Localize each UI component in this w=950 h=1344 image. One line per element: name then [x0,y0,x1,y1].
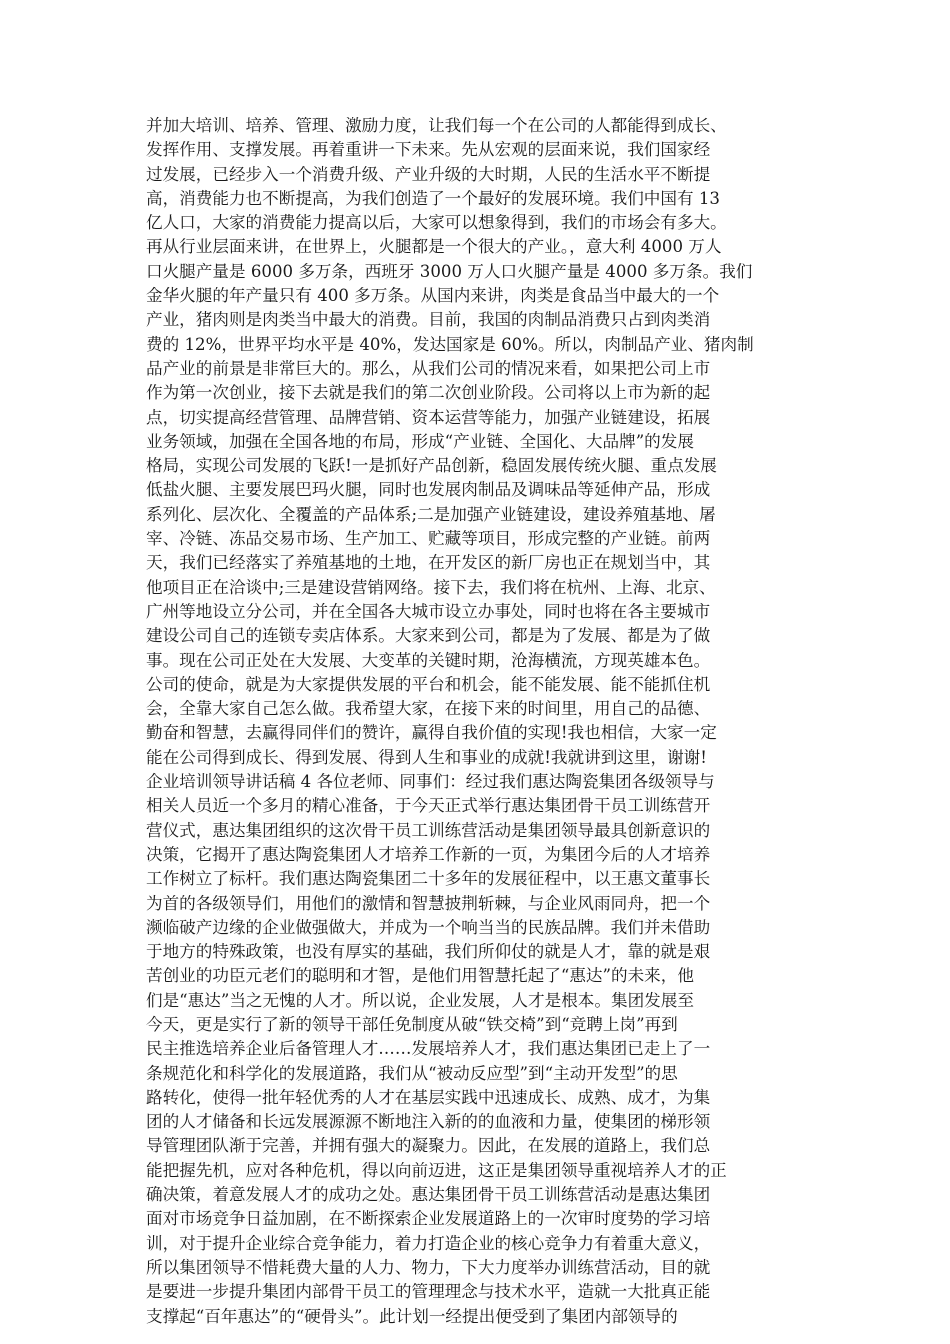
text-line: 再从行业层面来讲，在世界上，火腿都是一个很大的产业。，意大利 4000 万人 [146,237,722,257]
text-line: 公司的使命，就是为大家提供发展的平台和机会，能不能发展、能不能抓住机 [146,674,711,694]
text-line: 业务领域，加强在全国各地的布局，形成“产业链、全国化、大品牌”的发展 [146,431,694,451]
text-line: 作为第一次创业，接下去就是我们的第二次创业阶段。公司将以上市为新的起 [146,383,711,403]
text-line: 导管理团队渐于完善，并拥有强大的凝聚力。因此，在发展的道路上，我们总 [146,1136,711,1156]
text-line: 苦创业的功臣元老们的聪明和才智，是他们用智慧托起了“惠达”的未来，他 [146,966,694,986]
text-line: 建设公司自己的连锁专卖店体系。大家来到公司，都是为了发展、都是为了做 [146,626,711,646]
text-line: 企业培训领导讲话稿 4 各位老师、同事们：经过我们惠达陶瓷集团各级领导与 [146,772,715,792]
text-line: 亿人口，大家的消费能力提高以后，大家可以想象得到，我们的市场会有多大。 [146,213,727,233]
text-line: 训，对于提升企业综合竞争能力，着力打造企业的核心竞争力有着重大意义， [146,1233,711,1253]
text-line: 费的 12%，世界平均水平是 40%，发达国家是 60%。所以，肉制品产业、猪肉制 [146,334,754,354]
text-line: 高，消费能力也不断提高，为我们创造了一个最好的发展环境。我们中国有 13 [146,188,720,208]
text-line: 营仪式，惠达集团组织的这次骨干员工训练营活动是集团领导最具创新意识的 [146,820,711,840]
text-line: 民主推选培养企业后备管理人才……发展培养人才，我们惠达集团已走上了一 [146,1039,711,1059]
text-line: 系列化、层次化、全覆盖的产品体系;二是加强产业链建设，建设养殖基地、屠 [146,504,716,524]
text-line: 支撑起“百年惠达”的“硬骨头”。此计划一经提出便受到了集团内部领导的 [146,1306,678,1326]
text-line: 产业，猪肉则是肉类当中最大的消费。目前，我国的肉制品消费只占到肉类消 [146,310,711,330]
text-line: 是要进一步提升集团内部骨干员工的管理理念与技术水平，造就一大批真正能 [146,1282,711,1302]
text-line: 们是“惠达”当之无愧的人才。所以说，企业发展，人才是根本。集团发展至 [146,990,694,1010]
text-line: 事。现在公司正处在大发展、大变革的关键时期，沧海横流，方现英雄本色。 [146,650,711,670]
text-line: 于地方的特殊政策，也没有厚实的基础，我们所仰仗的就是人才，靠的就是艰 [146,942,711,962]
text-line: 濒临破产边缘的企业做强做大，并成为一个响当当的民族品牌。我们并未借助 [146,917,711,937]
text-line: 金华火腿的年产量只有 400 多万条。从国内来讲，肉类是食品当中最大的一个 [146,286,720,306]
text-line: 路转化，使得一批年轻优秀的人才在基层实践中迅速成长、成熟、成才，为集 [146,1087,711,1107]
text-line: 会，全靠大家自己怎么做。我希望大家，在接下来的时间里，用自己的品德、 [146,699,711,719]
text-line: 团的人才储备和长远发展源源不断地注入新的的血液和力量，使集团的梯形领 [146,1112,711,1132]
text-line: 低盐火腿、主要发展巴玛火腿，同时也发展肉制品及调味品等延伸产品，形成 [146,480,711,500]
text-line: 工作树立了标杆。我们惠达陶瓷集团二十多年的发展征程中，以王惠文董事长 [146,869,711,889]
text-line: 条规范化和科学化的发展道路，我们从“被动反应型”到“主动开发型”的思 [146,1063,678,1083]
text-line: 面对市场竞争日益加剧，在不断探索企业发展道路上的一次审时度势的学习培 [146,1209,711,1229]
text-line: 确决策，着意发展人才的成功之处。惠达集团骨干员工训练营活动是惠达集团 [146,1185,711,1205]
text-line: 点，切实提高经营管理、品牌营销、资本运营等能力，加强产业链建设，拓展 [146,407,711,427]
text-line: 勤奋和智慧，去赢得同伴们的赞许，赢得自我价值的实现!我也相信，大家一定 [146,723,717,743]
text-line: 能把握先机，应对各种危机，得以向前迈进，这正是集团领导重视培养人才的正 [146,1160,727,1180]
text-line: 宰、冷链、冻品交易市场、生产加工、贮藏等项目，形成完整的产业链。前两 [146,529,711,549]
text-line: 今天，更是实行了新的领导干部任免制度从破“铁交椅”到“竞聘上岗”再到 [146,1014,678,1034]
text-line: 他项目正在洽谈中;三是建设营销网络。接下去，我们将在杭州、上海、北京、 [146,577,716,597]
text-line: 天，我们已经落实了养殖基地的土地，在开发区的新厂房也正在规划当中，其 [146,553,711,573]
text-line: 能在公司得到成长、得到发展、得到人生和事业的成就!我就讲到这里，谢谢! [146,747,707,767]
text-line: 发挥作用、支撑发展。再着重讲一下未来。先从宏观的层面来说，我们国家经 [146,140,711,160]
text-line: 所以集团领导不惜耗费大量的人力、物力，下大力度举办训练营活动，目的就 [146,1257,711,1277]
text-line: 格局，实现公司发展的飞跃!一是抓好产品创新，稳固发展传统火腿、重点发展 [146,456,717,476]
text-line: 决策，它揭开了惠达陶瓷集团人才培养工作新的一页，为集团今后的人才培养 [146,844,711,864]
text-line: 广州等地设立分公司，并在全国各大城市设立办事处，同时也将在各主要城市 [146,601,711,621]
text-line: 品产业的前景是非常巨大的。那么，从我们公司的情况来看，如果把公司上市 [146,358,711,378]
document-body [146,114,802,1329]
text-line: 口火腿产量是 6000 多万条，西班牙 3000 万人口火腿产量是 4000 多万条。我们 [146,261,753,281]
text-line: 相关人员近一个多月的精心准备，于今天正式举行惠达集团骨干员工训练营开 [146,796,711,816]
text-line: 为首的各级领导们，用他们的激情和智慧披荆斩棘，与企业风雨同舟，把一个 [146,893,711,913]
text-line: 过发展，已经步入一个消费升级、产业升级的大时期，人民的生活水平不断提 [146,164,711,184]
text-line: 并加大培训、培养、管理、激励力度，让我们每一个在公司的人都能得到成长、 [146,116,727,135]
